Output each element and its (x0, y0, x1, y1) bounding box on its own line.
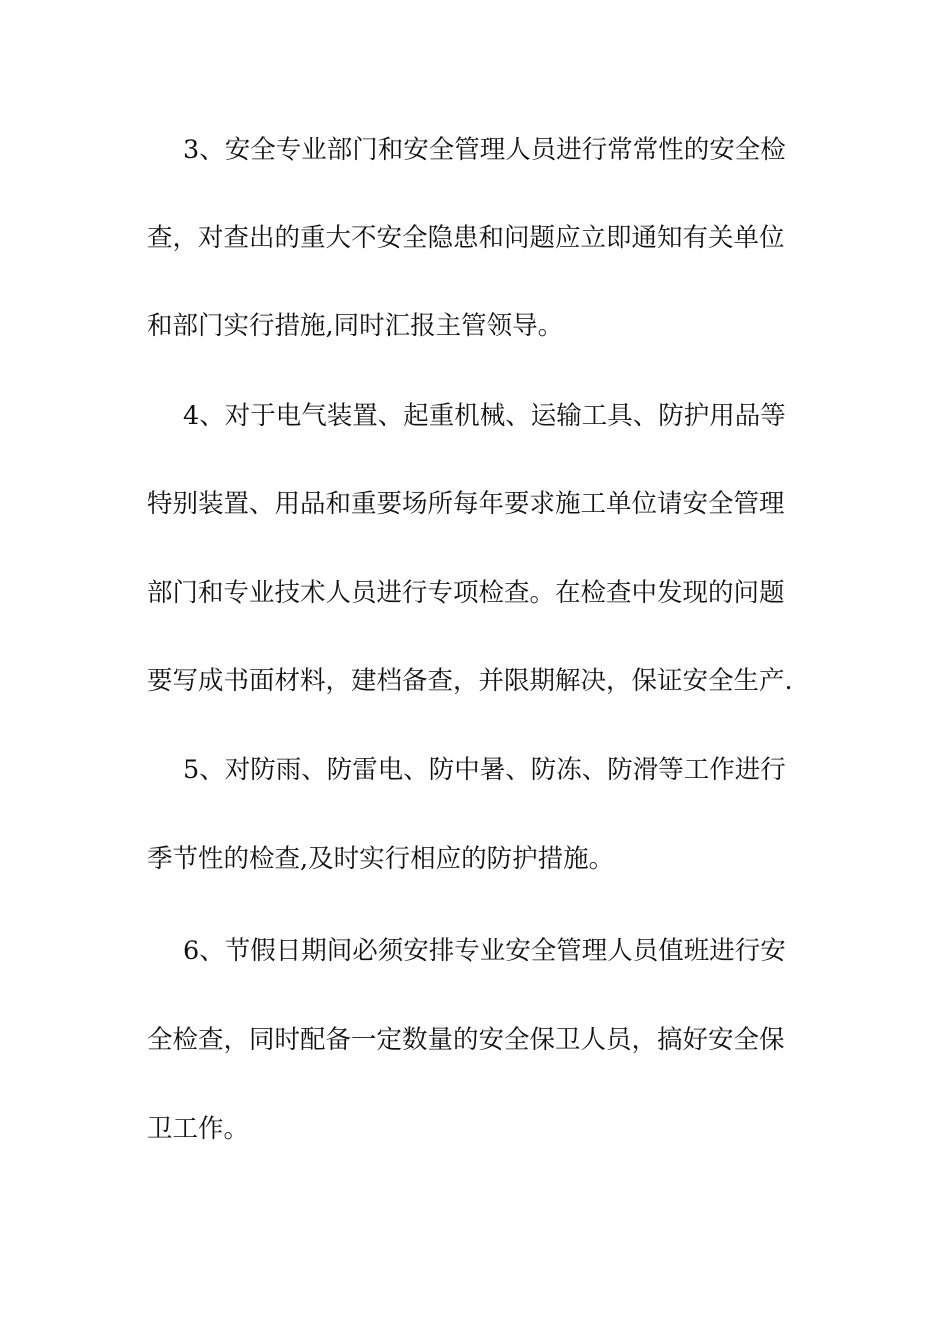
paragraph-line: 要写成书面材料，建档备查，并限期解决，保证安全生产. (147, 666, 793, 696)
paragraph-line: 3、安全专业部门和安全管理人员进行常常性的安全检 (183, 135, 786, 165)
paragraph-line: 4、对于电气装置、起重机械、运输工具、防护用品等 (183, 401, 786, 431)
paragraph-line: 特别装置、用品和重要场所每年要求施工单位请安全管理 (147, 489, 785, 519)
paragraph-line: 查，对查出的重大不安全隐患和问题应立即通知有关单位 (147, 223, 785, 253)
paragraph-line: 季节性的检查,及时实行相应的防护措施。 (147, 844, 615, 874)
paragraph-line: 卫工作。 (147, 1114, 250, 1144)
paragraph-line: 6、节假日期间必须安排专业安全管理人员值班进行安 (183, 936, 786, 966)
paragraph-line: 部门和专业技术人员进行专项检查。在检查中发现的问题 (147, 578, 785, 608)
paragraph-line: 全检查，同时配备一定数量的安全保卫人员，搞好安全保 (147, 1025, 785, 1055)
paragraph-line: 和部门实行措施,同时汇报主管领导。 (147, 311, 564, 341)
paragraph-line: 5、对防雨、防雷电、防中暑、防冻、防滑等工作进行 (183, 755, 786, 785)
